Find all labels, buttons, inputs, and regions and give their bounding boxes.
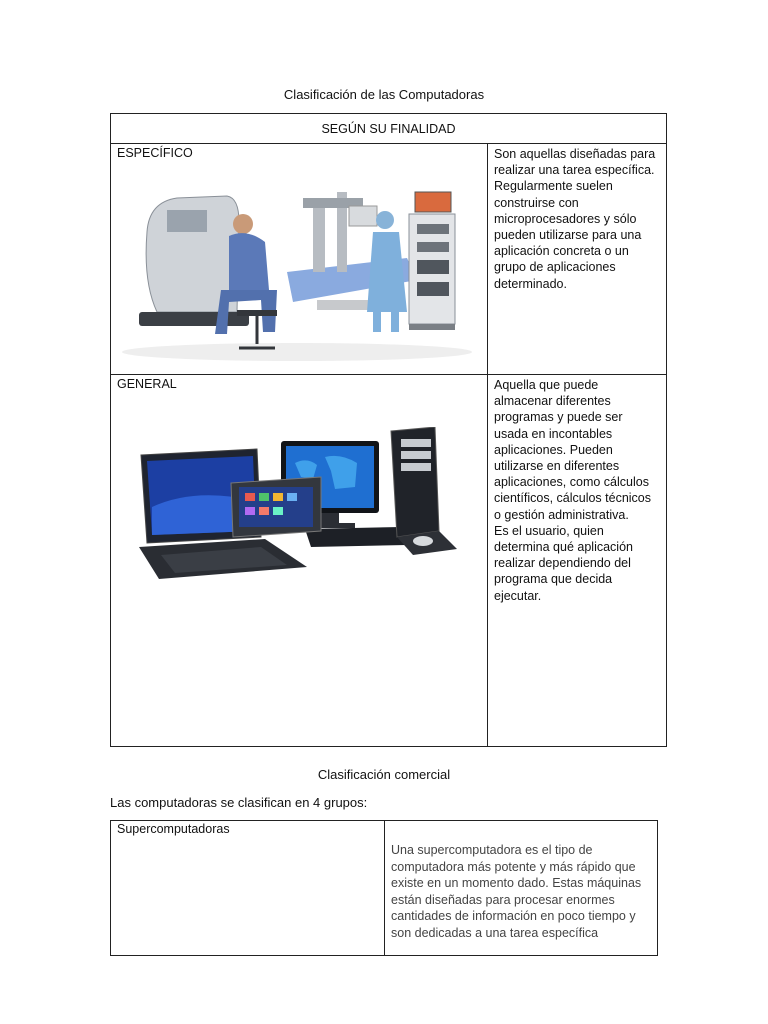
commercial-table	[110, 820, 658, 956]
row-label: GENERAL	[117, 377, 177, 391]
table-row	[111, 821, 658, 956]
section-title: Clasificación comercial	[317, 767, 451, 782]
intro-text: Las computadoras se clasifican en 4 grupos:	[110, 795, 368, 810]
label-cell: Supercomputadoras	[111, 821, 385, 956]
description-cell: Una supercomputadora es el tipo de computadora más potente y más rápido que existe en un momento dado. Estas máquinas están diseñadas para procesar enormes cantidades de información en poco tiempo y son dedicadas a una tarea específica	[385, 821, 658, 956]
table-row	[111, 144, 667, 375]
description-cell	[488, 375, 667, 747]
row-label: ESPECÍFICO	[117, 146, 193, 160]
label-cell	[111, 144, 488, 375]
description-cell: Son aquellas diseñadas para realizar una tarea específica. Regularmente suelen construirse con microprocesadores y sólo pueden utilizarse para una aplicación concreta o un grupo de aplicaciones determinado.	[488, 144, 667, 375]
label-cell	[111, 375, 488, 747]
table-header: SEGÚN SU FINALIDAD	[111, 114, 667, 144]
description-text: Es el usuario, quien determina qué aplicación realizar dependiendo del programa que decida ejecutar.	[494, 523, 633, 603]
description-text: Aquella que puede almacenar diferentes programas y puede ser usada en incontables aplicaciones. Pueden utilizarse en diferentes aplicaciones, como cálculos científicos, cálculos técnicos o gestión administrativa.	[494, 378, 652, 522]
finalidad-table	[110, 113, 667, 747]
personal-computers-image	[111, 427, 487, 587]
page-title: Clasificación de las Computadoras	[283, 87, 485, 102]
surgical-robot-image	[111, 162, 487, 362]
table-row	[111, 375, 667, 747]
